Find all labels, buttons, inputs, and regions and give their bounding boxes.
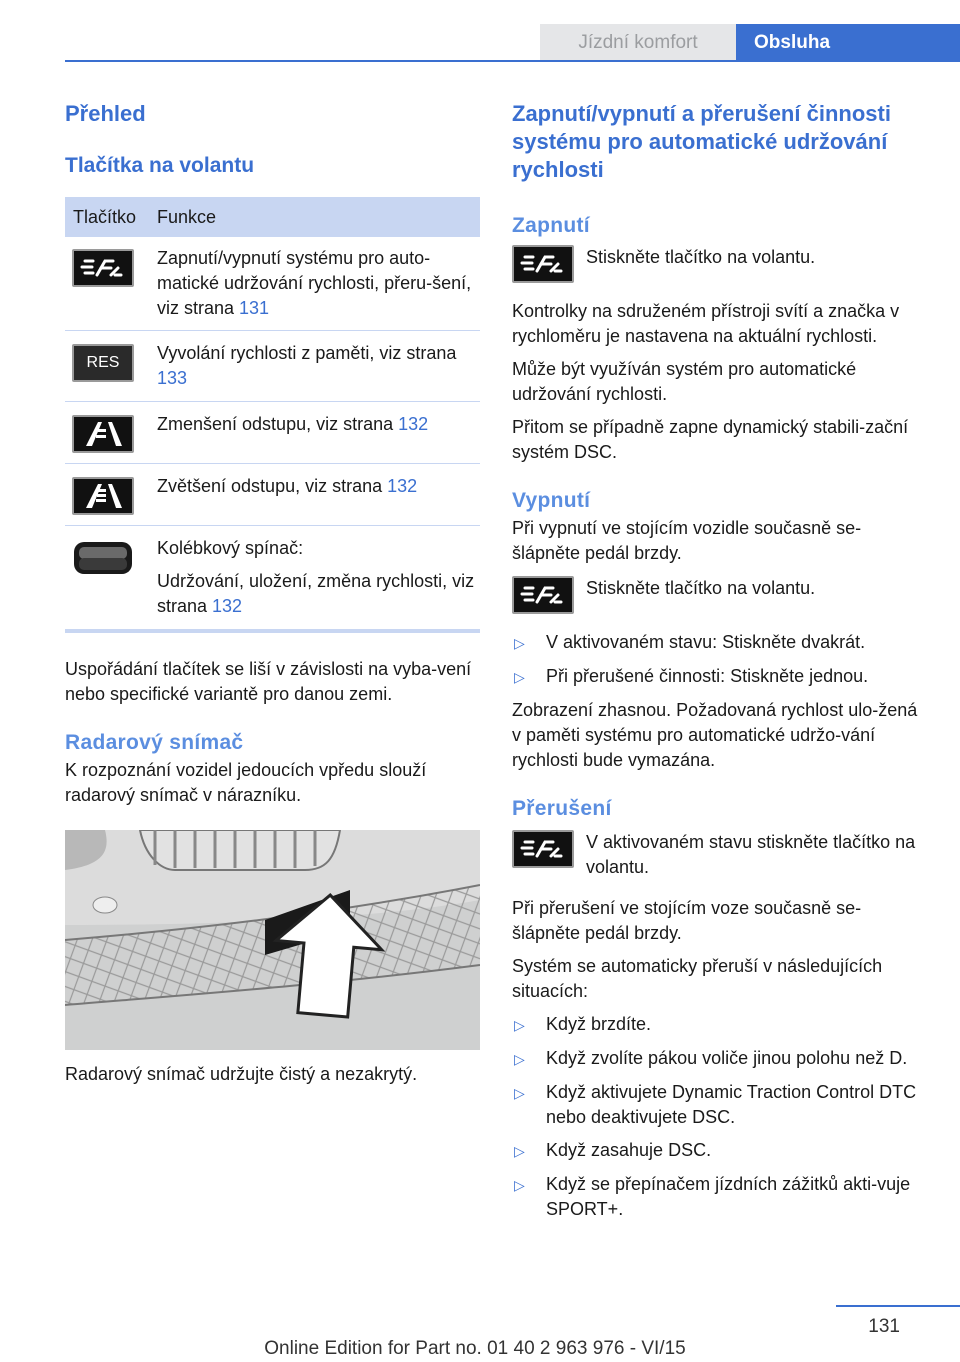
page-link[interactable]: 132 [387,476,418,496]
table-row [65,331,480,402]
cruise-control-icon [512,245,574,283]
page-link[interactable]: 132 [212,596,243,616]
res-label: RES [86,354,120,371]
section-title-overview: Přehled [65,101,146,126]
table-header-function: Funkce [157,206,217,227]
list-item: ▷ Když se přepínačem jízdních zážitků akti-vuje SPORT+. [512,1172,927,1222]
list-item: ▷ Při přerušené činnosti: Stiskněte jednou. [512,664,927,690]
page-link[interactable]: 132 [398,414,429,434]
interrupt-press-text: V aktivovaném stavu stiskněte tlačítko na volantu. [586,832,916,877]
triangle-bullet-icon: ▷ [514,1177,525,1193]
triangle-bullet-icon: ▷ [514,669,525,685]
header-tab-operation: Obsluha [736,24,960,62]
cruise-control-icon [512,830,574,868]
on-paragraph-2: Může být využíván systém pro automatické udržování rychlosti. [512,359,857,404]
footer-rule [836,1305,960,1307]
table-header-button: Tlačítko [73,206,137,227]
radar-paragraph: K rozpoznání vozidel jedoucích vpředu slouží radarový snímač v nárazníku. [65,760,427,805]
left-column [65,100,480,1087]
subtitle-steering-buttons: Tlačítka na volantu [65,154,255,177]
cruise-control-icon [512,576,574,614]
interrupt-paragraph-2: Systém se automaticky přeruší v následujících situacích: [512,956,883,1001]
table-row [65,402,480,464]
on-press-text: Stiskněte tlačítko na volantu. [586,247,816,267]
list-item: ▷ Když brzdíte. [512,1012,927,1038]
off-paragraph-2: Zobrazení zhasnou. Požadovaná rychlost ulo-žená v paměti systému pro automatické udržo-vání rychlosti bude vymazána. [512,700,918,770]
section-title-on-off: Zapnutí/vypnutí a přerušení činnosti systému pro automatické udržování rychlosti [512,101,891,182]
list-item: ▷ V aktivovaném stavu: Stiskněte dvakrát. [512,630,927,656]
increase-distance-icon [72,477,134,515]
row-text: Vyvolání rychlosti z paměti, viz strana [157,343,457,363]
list-item: ▷ Když zasahuje DSC. [512,1138,927,1164]
row-text: Zapnutí/vypnutí systému pro auto-matické udržování rychlosti, přeru-šení, viz strana [157,248,472,318]
triangle-bullet-icon: ▷ [514,1143,525,1159]
radar-sensor-image [65,830,480,1050]
on-paragraph-1: Kontrolky na sdruženém přístroji svítí a značka v rychloměru je nastavena na aktuální rychlosti. [512,301,900,346]
buttons-table [65,197,480,633]
off-press-text: Stiskněte tlačítko na volantu. [586,578,816,598]
cruise-control-icon [72,249,134,287]
header-tab-driving-comfort: Jízdní komfort [540,24,736,62]
radar-heading: Radarový snímač [65,731,244,754]
triangle-bullet-icon: ▷ [514,1017,525,1033]
row-text: Zvětšení odstupu, viz strana [157,476,388,496]
radar-caption: Radarový snímač udržujte čistý a nezakrytý. [65,1064,418,1084]
table-header [65,197,480,237]
table-row [65,526,480,629]
off-heading: Vypnutí [512,489,591,512]
row-text: Udržování, uložení, změna rychlosti, viz strana [157,571,475,616]
list-item: ▷ Když aktivujete Dynamic Traction Control DTC nebo deaktivujete DSC. [512,1080,927,1130]
res-button-icon [72,344,134,382]
page-number: 131 [868,1316,900,1337]
table-row [65,237,480,331]
interrupt-paragraph-1: Při přerušení ve stojícím voze současně se-šlápněte pedál brzdy. [512,898,862,943]
off-paragraph-1: Při vypnutí ve stojícím vozidle současně se-šlápněte pedál brzdy. [512,518,862,563]
list-item: ▷ Když zvolíte pákou voliče jinou polohu než D. [512,1046,927,1072]
footer-edition: Online Edition for Part no. 01 40 2 963 976 - VI/15 [264,1338,686,1359]
header-rule [65,60,960,62]
page-link[interactable]: 131 [239,298,270,318]
triangle-bullet-icon: ▷ [514,635,525,651]
decrease-distance-icon [72,415,134,453]
page-link[interactable]: 133 [157,368,188,388]
right-column [512,100,927,1222]
table-row [65,464,480,526]
on-heading: Zapnutí [512,214,590,237]
interrupt-heading: Přerušení [512,797,612,820]
triangle-bullet-icon: ▷ [514,1051,525,1067]
table-end-rule [65,629,480,633]
row-text: Kolébkový spínač: [157,538,304,558]
rocker-switch-icon [72,539,134,577]
row-text: Zmenšení odstupu, viz strana [157,414,399,434]
note-paragraph: Uspořádání tlačítek se liší v závislosti na vyba-vení nebo specifické variantě pro danou zemi. [65,659,472,704]
on-paragraph-3: Přitom se případně zapne dynamický stabili-zační systém DSC. [512,417,909,462]
triangle-bullet-icon: ▷ [514,1085,525,1101]
